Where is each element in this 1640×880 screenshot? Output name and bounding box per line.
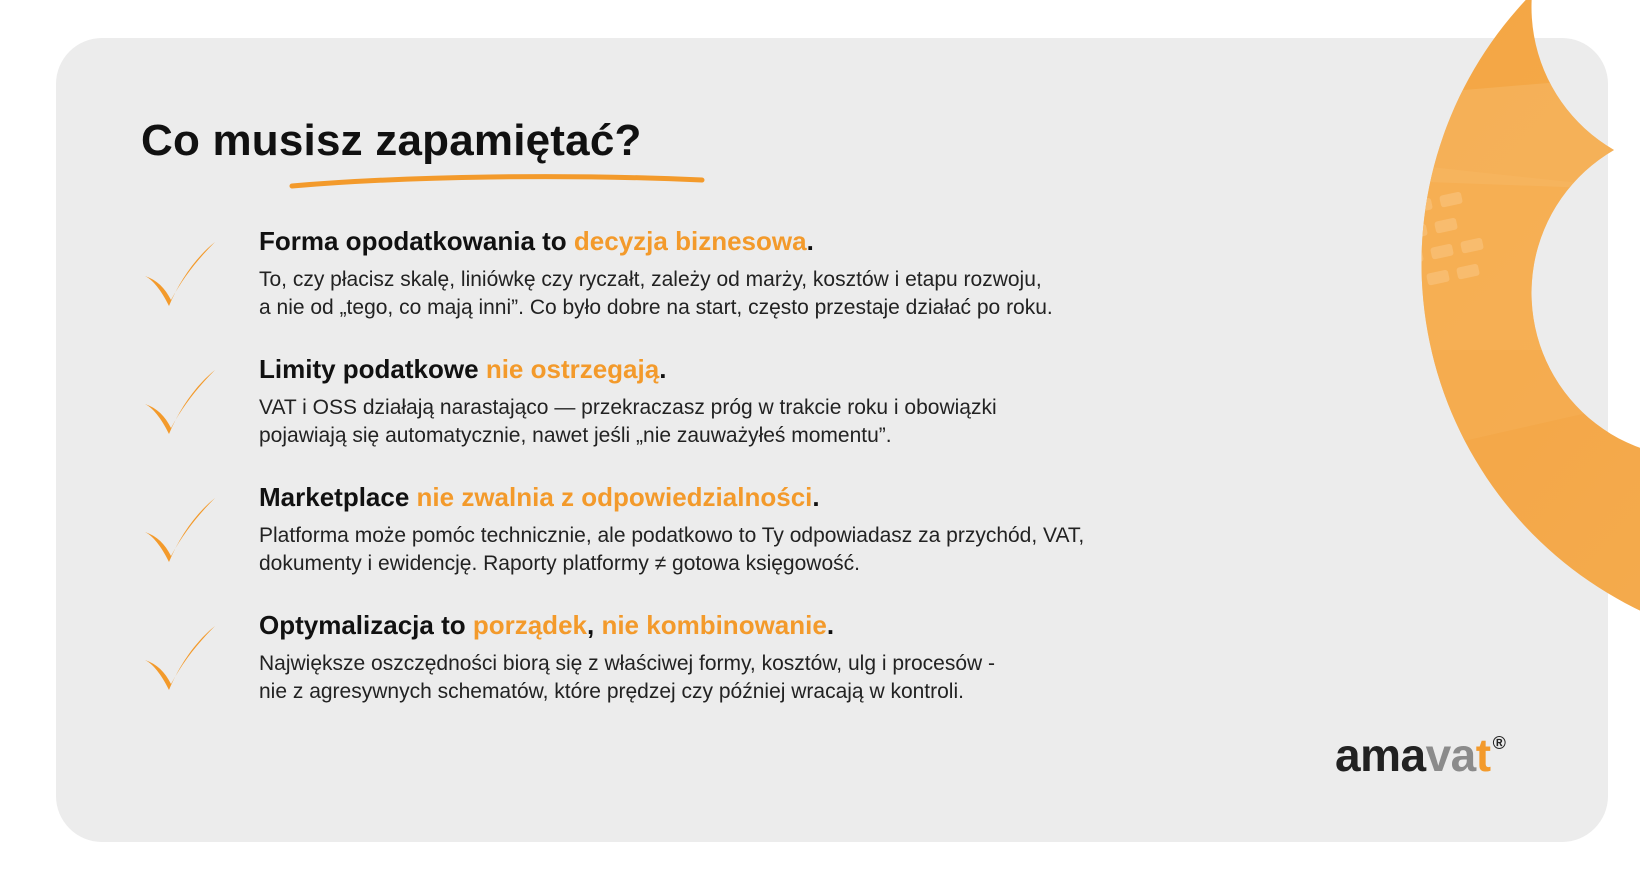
- checkmark-icon: [141, 620, 219, 698]
- item-description-line: dokumenty i ewidencję. Raporty platformy ≠ gotowa księgowość.: [259, 552, 860, 575]
- item-heading-highlight: nie ostrzegają: [485, 354, 660, 384]
- title-underline-swoosh: [288, 172, 708, 192]
- checkmark-icon: [141, 364, 219, 442]
- checkmark-icon: [141, 236, 219, 314]
- item-heading-end: .: [826, 610, 835, 640]
- item-heading-highlight: nie zwalnia z odpowiedzialności: [416, 482, 813, 512]
- item-heading-end: .: [806, 226, 814, 256]
- item-description-line: pojawiają się automatycznie, nawet jeśli „nie zauważyłeś momentu”.: [259, 424, 892, 447]
- item-description-line: VAT i OSS działają narastająco — przekraczasz próg w trakcie roku i obowiązki: [259, 396, 997, 419]
- item-description-line: nie z agresywnych schematów, które prędzej czy później wracają w kontroli.: [259, 680, 964, 703]
- item-heading: [259, 226, 814, 257]
- item-description: [259, 522, 1084, 578]
- item-description-line: Największe oszczędności biorą się z właściwej formy, kosztów, ulg i procesów -: [259, 652, 996, 675]
- item-heading-end: .: [812, 482, 820, 512]
- item-description: [259, 266, 1053, 322]
- item-heading-highlight: nie kombinowanie: [601, 610, 827, 640]
- item-heading-text: Optymalizacja to: [259, 610, 473, 640]
- checkmark-icon: [141, 492, 219, 570]
- page-title: Co musisz zapamiętać?: [141, 116, 642, 165]
- calculator-photo-ring-image: [1224, 0, 1624, 570]
- item-heading: [259, 610, 834, 641]
- item-description: [259, 394, 997, 450]
- logo-text-dark: ama: [1335, 729, 1426, 781]
- item-heading: [259, 482, 820, 513]
- item-description-line: To, czy płacisz skalę, liniówkę czy ryczałt, zależy od marży, kosztów i etapu rozwoju,: [259, 268, 1042, 291]
- item-heading: [259, 354, 666, 385]
- item-heading-highlight: porządek: [472, 610, 587, 640]
- item-description-line: a nie od „tego, co mają inni”. Co było dobre na start, często przestaje działać po roku.: [259, 296, 1053, 319]
- registered-mark: ®: [1492, 732, 1506, 753]
- item-heading-text: Limity podatkowe: [259, 354, 486, 384]
- item-description-line: Platforma może pomóc technicznie, ale podatkowo to Ty odpowiadasz za przychód, VAT,: [259, 524, 1085, 547]
- item-description: [259, 650, 995, 706]
- amavat-logo: [1335, 728, 1505, 782]
- item-heading-text: Forma opodatkowania to: [259, 226, 574, 256]
- item-heading-end: .: [659, 354, 667, 384]
- item-heading-separator: ,: [587, 610, 602, 640]
- logo-text-gray: va: [1425, 729, 1476, 781]
- logo-text-orange: t: [1475, 729, 1491, 781]
- item-heading-highlight: decyzja biznesowa: [573, 226, 807, 256]
- item-heading-text: Marketplace: [259, 482, 417, 512]
